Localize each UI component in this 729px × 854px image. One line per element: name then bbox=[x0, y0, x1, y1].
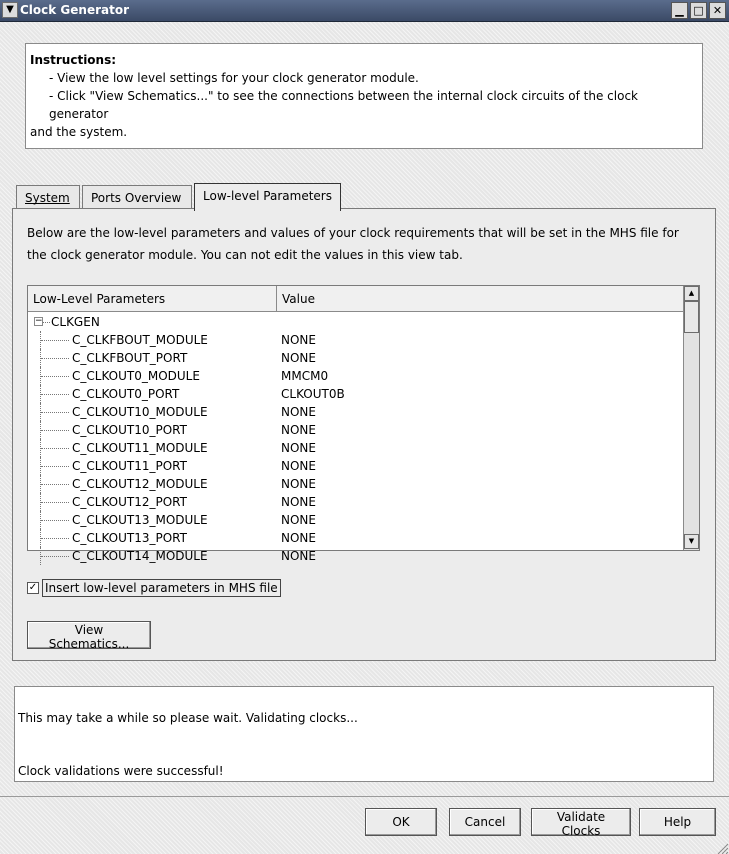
instructions-line-2: - Click "View Schematics..." to see the connections between the internal clock circuits of the clock generator bbox=[49, 89, 638, 121]
param-name: C_CLKOUT10_PORT bbox=[72, 423, 187, 437]
param-name: C_CLKOUT12_MODULE bbox=[72, 477, 208, 491]
param-name: C_CLKFBOUT_MODULE bbox=[72, 333, 208, 347]
param-name: C_CLKFBOUT_PORT bbox=[72, 351, 188, 365]
collapse-icon[interactable]: − bbox=[35, 316, 43, 326]
tab-ports-overview-label: Ports Overview bbox=[91, 191, 182, 205]
ok-button[interactable]: OK bbox=[365, 808, 437, 836]
low-level-parameters-panel bbox=[12, 208, 716, 661]
instructions-line-1: - View the low level settings for your clock generator module. bbox=[49, 71, 419, 85]
tree-rows bbox=[28, 313, 685, 565]
table-row[interactable] bbox=[28, 511, 685, 529]
title-bar bbox=[0, 0, 729, 22]
param-value: NONE bbox=[281, 513, 316, 527]
maximize-icon: □ bbox=[693, 4, 704, 17]
close-icon: ✕ bbox=[712, 4, 723, 17]
table-row[interactable] bbox=[28, 349, 685, 367]
param-value: CLKOUT0B bbox=[281, 387, 345, 401]
param-value: NONE bbox=[281, 351, 316, 365]
instructions-line-3: and the system. bbox=[30, 125, 128, 139]
minimize-icon: ▁ bbox=[675, 4, 684, 17]
footer-divider bbox=[0, 796, 729, 797]
instructions-box bbox=[25, 43, 703, 149]
tab-ports-overview[interactable] bbox=[82, 185, 192, 210]
parameters-tree-table[interactable] bbox=[27, 285, 700, 563]
vertical-scrollbar[interactable] bbox=[683, 286, 699, 550]
table-row[interactable] bbox=[28, 457, 685, 475]
instructions-title: Instructions: bbox=[30, 53, 117, 67]
scroll-thumb[interactable] bbox=[684, 301, 699, 333]
param-value: NONE bbox=[281, 405, 316, 419]
tree-root-label: CLKGEN bbox=[51, 315, 100, 329]
param-name: C_CLKOUT0_PORT bbox=[72, 387, 180, 401]
table-row[interactable] bbox=[28, 403, 685, 421]
param-name: C_CLKOUT10_MODULE bbox=[72, 405, 208, 419]
param-value: NONE bbox=[281, 459, 316, 473]
param-value: NONE bbox=[281, 333, 316, 347]
param-name: C_CLKOUT11_PORT bbox=[72, 459, 187, 473]
validate-clocks-button[interactable]: Validate Clocks bbox=[531, 808, 631, 836]
table-row[interactable] bbox=[28, 367, 685, 385]
window-title: Clock Generator bbox=[20, 3, 130, 17]
column-header-parameters[interactable]: Low-Level Parameters bbox=[28, 286, 277, 312]
param-name: C_CLKOUT14_MODULE bbox=[72, 549, 208, 563]
resize-grip-icon[interactable] bbox=[715, 842, 729, 854]
tab-system-label: System bbox=[25, 191, 70, 205]
insert-params-checkbox-label[interactable]: Insert low-level parameters in MHS file bbox=[42, 579, 281, 597]
maximize-button[interactable] bbox=[690, 2, 707, 19]
help-button[interactable]: Help bbox=[639, 808, 716, 836]
table-row[interactable] bbox=[28, 439, 685, 457]
minimize-button[interactable] bbox=[671, 2, 688, 19]
tree-root-node[interactable] bbox=[28, 313, 685, 331]
table-row[interactable] bbox=[28, 529, 685, 547]
param-name: C_CLKOUT13_MODULE bbox=[72, 513, 208, 527]
param-name: C_CLKOUT13_PORT bbox=[72, 531, 187, 545]
window-menu-button[interactable] bbox=[2, 2, 18, 18]
insert-params-checkbox[interactable]: ✓ bbox=[28, 582, 38, 593]
tab-system[interactable] bbox=[16, 185, 80, 210]
status-line-1: This may take a while so please wait. Validating clocks... bbox=[18, 711, 358, 725]
panel-description: Below are the low-level parameters and values of your clock requirements that will be set in the MHS file for the clock generator module. You can not edit the values in this view tab. bbox=[27, 226, 679, 262]
param-name: C_CLKOUT12_PORT bbox=[72, 495, 187, 509]
status-log bbox=[14, 686, 714, 782]
tab-low-level-parameters-label: Low-level Parameters bbox=[203, 189, 332, 203]
param-value: MMCM0 bbox=[281, 369, 329, 383]
column-header-value[interactable]: Value bbox=[277, 286, 685, 312]
table-row[interactable] bbox=[28, 493, 685, 511]
table-row[interactable] bbox=[28, 421, 685, 439]
scroll-up-icon[interactable]: ▲ bbox=[684, 286, 699, 301]
param-value: NONE bbox=[281, 477, 316, 491]
close-button[interactable] bbox=[709, 2, 726, 19]
table-row[interactable] bbox=[28, 331, 685, 349]
scroll-down-icon[interactable]: ▼ bbox=[684, 534, 699, 549]
param-value: NONE bbox=[281, 549, 316, 563]
param-name: C_CLKOUT11_MODULE bbox=[72, 441, 208, 455]
table-row[interactable] bbox=[28, 475, 685, 493]
cancel-button[interactable]: Cancel bbox=[449, 808, 521, 836]
view-schematics-button[interactable]: View Schematics... bbox=[27, 621, 151, 649]
param-value: NONE bbox=[281, 531, 316, 545]
table-row[interactable] bbox=[28, 547, 685, 565]
tab-low-level-parameters[interactable] bbox=[194, 183, 341, 211]
param-value: NONE bbox=[281, 495, 316, 509]
param-name: C_CLKOUT0_MODULE bbox=[72, 369, 200, 383]
param-value: NONE bbox=[281, 423, 316, 437]
table-row[interactable] bbox=[28, 385, 685, 403]
chevron-down-icon: ▼ bbox=[6, 4, 14, 15]
status-line-2: Clock validations were successful! bbox=[18, 764, 224, 778]
param-value: NONE bbox=[281, 441, 316, 455]
